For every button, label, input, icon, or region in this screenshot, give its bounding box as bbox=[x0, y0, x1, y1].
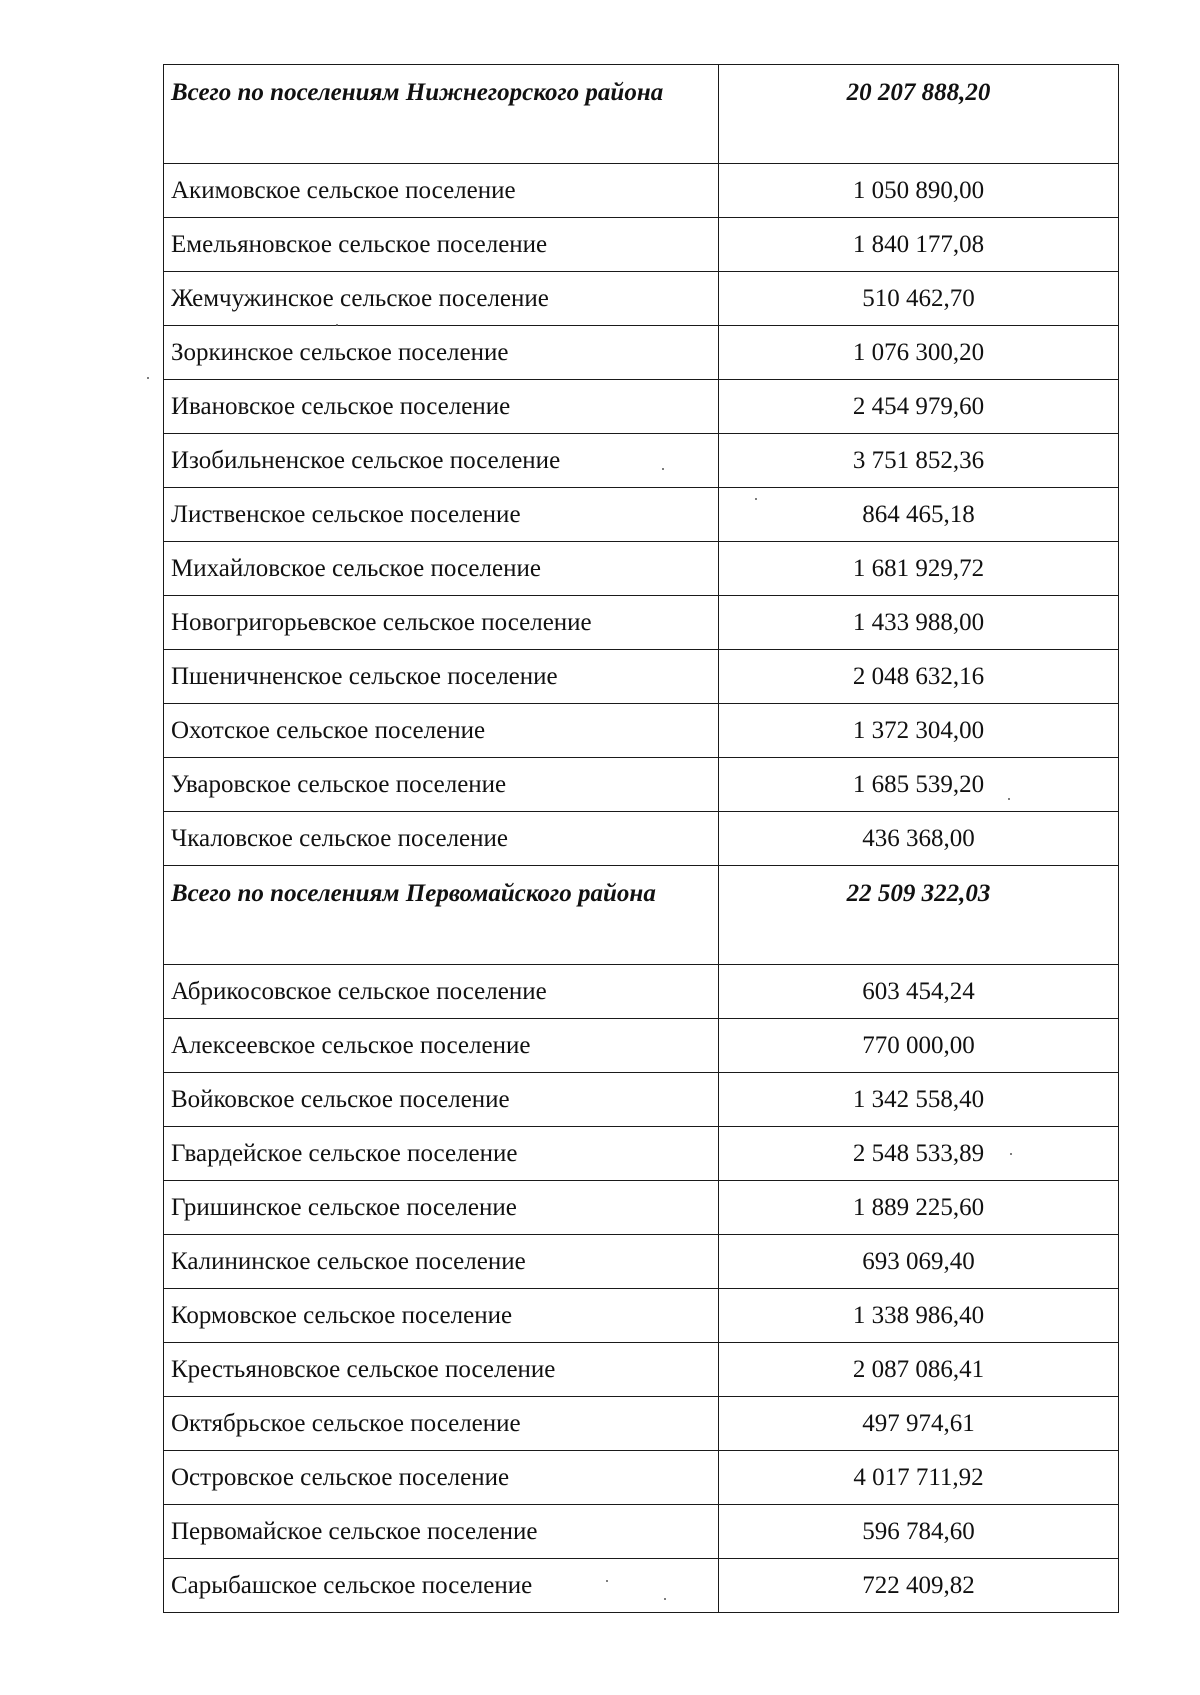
scan-speck bbox=[755, 498, 757, 500]
settlement-value: 1 076 300,20 bbox=[719, 326, 1119, 380]
table-row bbox=[164, 1127, 1119, 1181]
district-total-value: 22 509 322,03 bbox=[719, 866, 1119, 965]
settlement-value: 596 784,60 bbox=[719, 1505, 1119, 1559]
settlement-name: Ивановское сельское поселение bbox=[164, 380, 719, 434]
settlement-value: 1 342 558,40 bbox=[719, 1073, 1119, 1127]
scan-speck bbox=[1010, 1153, 1012, 1155]
scan-speck bbox=[336, 324, 338, 326]
table-row bbox=[164, 1559, 1119, 1613]
settlement-value: 2 087 086,41 bbox=[719, 1343, 1119, 1397]
settlement-value: 2 048 632,16 bbox=[719, 650, 1119, 704]
settlement-name: Крестьяновское сельское поселение bbox=[164, 1343, 719, 1397]
settlement-name: Чкаловское сельское поселение bbox=[164, 812, 719, 866]
settlement-value: 693 069,40 bbox=[719, 1235, 1119, 1289]
settlement-name: Пшеничненское сельское поселение bbox=[164, 650, 719, 704]
settlement-name: Гришинское сельское поселение bbox=[164, 1181, 719, 1235]
settlement-name: Гвардейское сельское поселение bbox=[164, 1127, 719, 1181]
settlement-value: 2 548 533,89 bbox=[719, 1127, 1119, 1181]
settlement-name: Кормовское сельское поселение bbox=[164, 1289, 719, 1343]
table-row bbox=[164, 1235, 1119, 1289]
district-total-label: Всего по поселениям Нижнегорского района bbox=[164, 65, 719, 164]
scan-speck bbox=[662, 468, 664, 470]
settlement-name: Изобильненское сельское поселение bbox=[164, 434, 719, 488]
table-row bbox=[164, 542, 1119, 596]
table-row bbox=[164, 326, 1119, 380]
district-total-label: Всего по поселениям Первомайского района bbox=[164, 866, 719, 965]
settlement-name: Калининское сельское поселение bbox=[164, 1235, 719, 1289]
table-row-total bbox=[164, 65, 1119, 164]
scan-speck bbox=[606, 1580, 608, 1582]
settlement-value: 864 465,18 bbox=[719, 488, 1119, 542]
settlement-name: Абрикосовское сельское поселение bbox=[164, 965, 719, 1019]
settlement-value: 1 840 177,08 bbox=[719, 218, 1119, 272]
table-row bbox=[164, 650, 1119, 704]
settlement-value: 1 050 890,00 bbox=[719, 164, 1119, 218]
settlement-name: Акимовское сельское поселение bbox=[164, 164, 719, 218]
table-row bbox=[164, 965, 1119, 1019]
settlement-name: Алексеевское сельское поселение bbox=[164, 1019, 719, 1073]
settlement-value: 510 462,70 bbox=[719, 272, 1119, 326]
table-row bbox=[164, 1289, 1119, 1343]
settlement-name: Сарыбашское сельское поселение bbox=[164, 1559, 719, 1613]
district-total-value: 20 207 888,20 bbox=[719, 65, 1119, 164]
settlement-name: Первомайское сельское поселение bbox=[164, 1505, 719, 1559]
table-row bbox=[164, 1505, 1119, 1559]
table-row-total bbox=[164, 866, 1119, 965]
settlement-value: 770 000,00 bbox=[719, 1019, 1119, 1073]
table-row bbox=[164, 218, 1119, 272]
settlement-name: Островское сельское поселение bbox=[164, 1451, 719, 1505]
settlement-name: Войковское сельское поселение bbox=[164, 1073, 719, 1127]
settlement-name: Емельяновское сельское поселение bbox=[164, 218, 719, 272]
settlement-value: 1 372 304,00 bbox=[719, 704, 1119, 758]
settlement-name: Лиственское сельское поселение bbox=[164, 488, 719, 542]
settlement-name: Михайловское сельское поселение bbox=[164, 542, 719, 596]
table-row bbox=[164, 434, 1119, 488]
settlement-value: 1 338 986,40 bbox=[719, 1289, 1119, 1343]
table-row bbox=[164, 272, 1119, 326]
settlement-name: Охотское сельское поселение bbox=[164, 704, 719, 758]
scan-speck bbox=[1008, 798, 1010, 800]
table-row bbox=[164, 596, 1119, 650]
table-row bbox=[164, 380, 1119, 434]
scan-speck bbox=[664, 1598, 666, 1600]
table-row bbox=[164, 1073, 1119, 1127]
settlement-name: Жемчужинское сельское поселение bbox=[164, 272, 719, 326]
table-row bbox=[164, 1019, 1119, 1073]
settlement-name: Зоркинское сельское поселение bbox=[164, 326, 719, 380]
table-row bbox=[164, 812, 1119, 866]
settlement-value: 4 017 711,92 bbox=[719, 1451, 1119, 1505]
settlement-name: Октябрьское сельское поселение bbox=[164, 1397, 719, 1451]
scan-speck bbox=[147, 377, 149, 379]
settlement-value: 1 681 929,72 bbox=[719, 542, 1119, 596]
settlement-name: Уваровское сельское поселение bbox=[164, 758, 719, 812]
table-row bbox=[164, 164, 1119, 218]
settlement-value: 2 454 979,60 bbox=[719, 380, 1119, 434]
settlement-value: 3 751 852,36 bbox=[719, 434, 1119, 488]
table-row bbox=[164, 1181, 1119, 1235]
table-row bbox=[164, 758, 1119, 812]
table-row bbox=[164, 704, 1119, 758]
settlement-value: 436 368,00 bbox=[719, 812, 1119, 866]
settlement-value: 497 974,61 bbox=[719, 1397, 1119, 1451]
settlement-value: 722 409,82 bbox=[719, 1559, 1119, 1613]
table-row bbox=[164, 1451, 1119, 1505]
settlement-name: Новогригорьевское сельское поселение bbox=[164, 596, 719, 650]
table-row bbox=[164, 1343, 1119, 1397]
table-body bbox=[164, 65, 1119, 1613]
table-row bbox=[164, 1397, 1119, 1451]
settlements-budget-table bbox=[163, 64, 1119, 1613]
table-row bbox=[164, 488, 1119, 542]
settlement-value: 1 889 225,60 bbox=[719, 1181, 1119, 1235]
settlement-value: 1 685 539,20 bbox=[719, 758, 1119, 812]
settlement-value: 1 433 988,00 bbox=[719, 596, 1119, 650]
settlement-value: 603 454,24 bbox=[719, 965, 1119, 1019]
